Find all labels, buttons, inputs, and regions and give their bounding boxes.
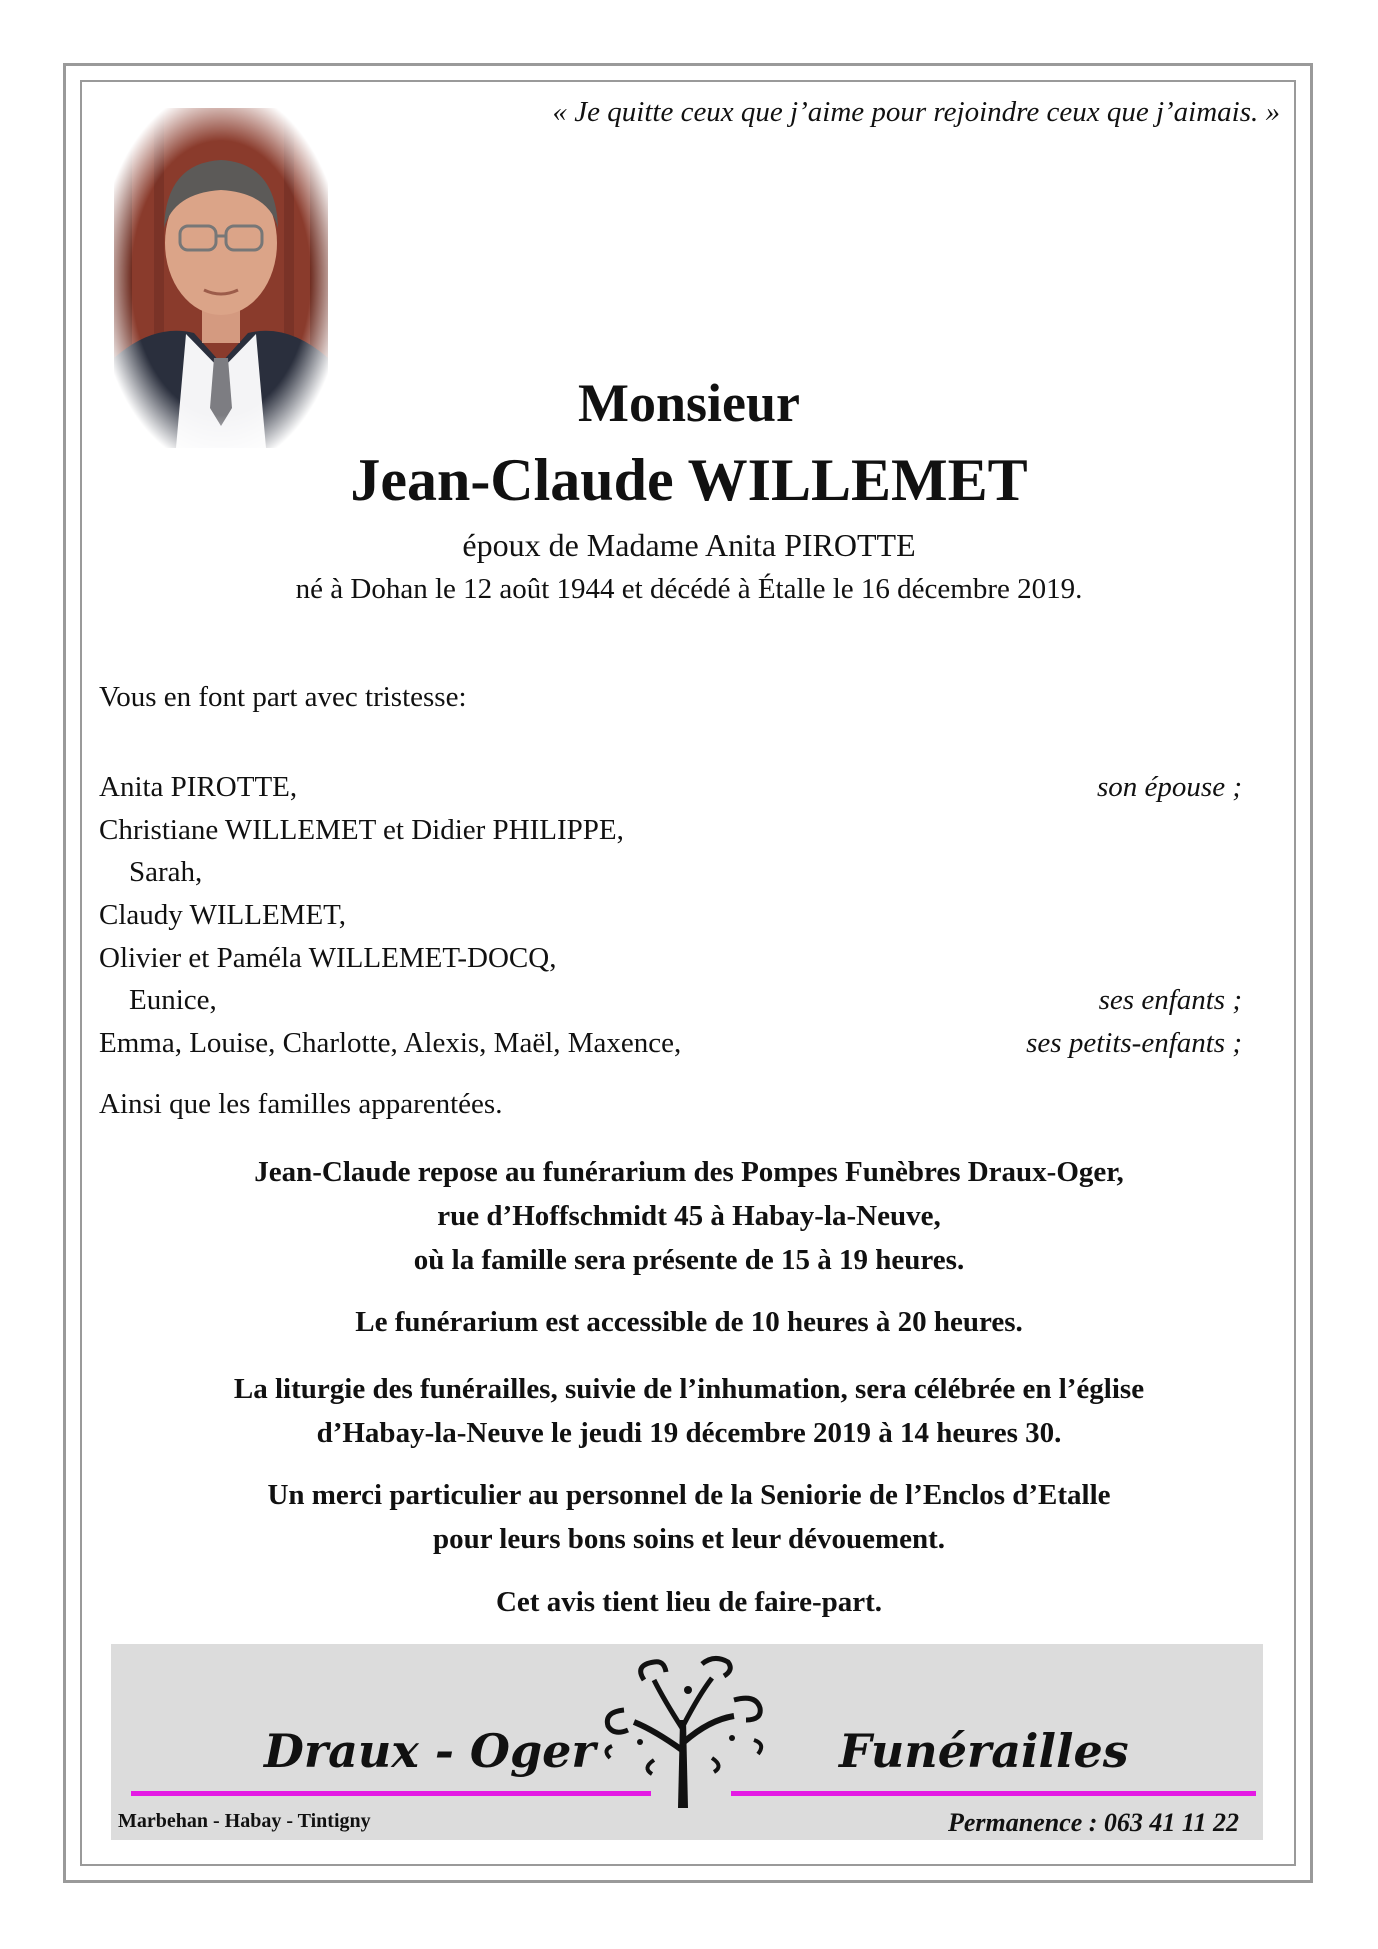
family-name: Sarah, — [129, 856, 203, 889]
epitaph-quote: « Je quitte ceux que j’aime pour rejoindre ceux que j’aimais. » — [552, 96, 1280, 128]
family-row — [99, 1022, 1242, 1065]
thanks-info — [0, 1473, 1378, 1561]
honorific: Monsieur — [578, 373, 800, 433]
phone-text: Permanence : 063 41 11 22 — [947, 1808, 1239, 1837]
family-list — [99, 766, 1242, 1065]
intro-text: Vous en font part avec tristesse: — [99, 681, 467, 713]
family-row — [99, 809, 1242, 852]
family-name: Anita PIROTTE, — [99, 771, 298, 803]
funeral-home-banner — [111, 1644, 1263, 1840]
thanks-line: pour leurs bons soins et leur dévouement. — [432, 1523, 946, 1555]
funerarium-line: rue d’Hoffschmidt 45 à Habay-la-Neuve, — [437, 1200, 941, 1232]
family-role: ses petits-enfants ; — [1026, 1027, 1242, 1060]
funerarium-info — [0, 1150, 1378, 1282]
family-name: Claudy WILLEMET, — [99, 899, 346, 932]
notice-text: Cet avis tient lieu de faire-part. — [495, 1586, 883, 1618]
accent-divider — [131, 1791, 651, 1796]
family-role: son épouse ; — [1097, 771, 1242, 803]
brand-name: Draux - Oger — [264, 1724, 596, 1778]
family-role: ses enfants ; — [1098, 984, 1242, 1017]
funerarium-hours: Le funérarium est accessible de 10 heures à 20 heures. — [355, 1306, 1023, 1338]
funerarium-line: Jean-Claude repose au funérarium des Pompes Funèbres Draux-Oger, — [254, 1156, 1124, 1188]
accent-divider — [731, 1791, 1256, 1796]
extended-family-text: Ainsi que les familles apparentées. — [99, 1088, 503, 1120]
funerarium-line: où la famille sera présente de 15 à 19 heures. — [413, 1244, 965, 1276]
deceased-name: Jean-Claude WILLEMET — [350, 447, 1028, 513]
family-row — [99, 851, 1242, 894]
family-name: Eunice, — [129, 984, 217, 1017]
liturgy-line: d’Habay-la-Neuve le jeudi 19 décembre 2019 à 14 heures 30. — [316, 1417, 1062, 1449]
locations-text: Marbehan - Habay - Tintigny — [118, 1810, 371, 1832]
family-row — [99, 766, 1242, 809]
spouse-line: époux de Madame Anita PIROTTE — [462, 527, 916, 563]
liturgy-info — [0, 1367, 1378, 1455]
family-row — [99, 979, 1242, 1022]
family-name: Olivier et Paméla WILLEMET-DOCQ, — [99, 941, 557, 974]
family-row — [99, 937, 1242, 980]
family-name: Christiane WILLEMET et Didier PHILIPPE, — [99, 813, 624, 846]
birth-death-line: né à Dohan le 12 août 1944 et décédé à Étalle le 16 décembre 2019. — [295, 573, 1083, 605]
liturgy-line: La liturgie des funérailles, suivie de l’inhumation, sera célébrée en l’église — [233, 1373, 1145, 1405]
family-row — [99, 894, 1242, 937]
thanks-line: Un merci particulier au personnel de la Seniorie de l’Enclos d’Etalle — [267, 1479, 1111, 1511]
family-name: Emma, Louise, Charlotte, Alexis, Maël, Maxence, — [99, 1027, 682, 1060]
brand-tagline: Funérailles — [839, 1724, 1129, 1778]
